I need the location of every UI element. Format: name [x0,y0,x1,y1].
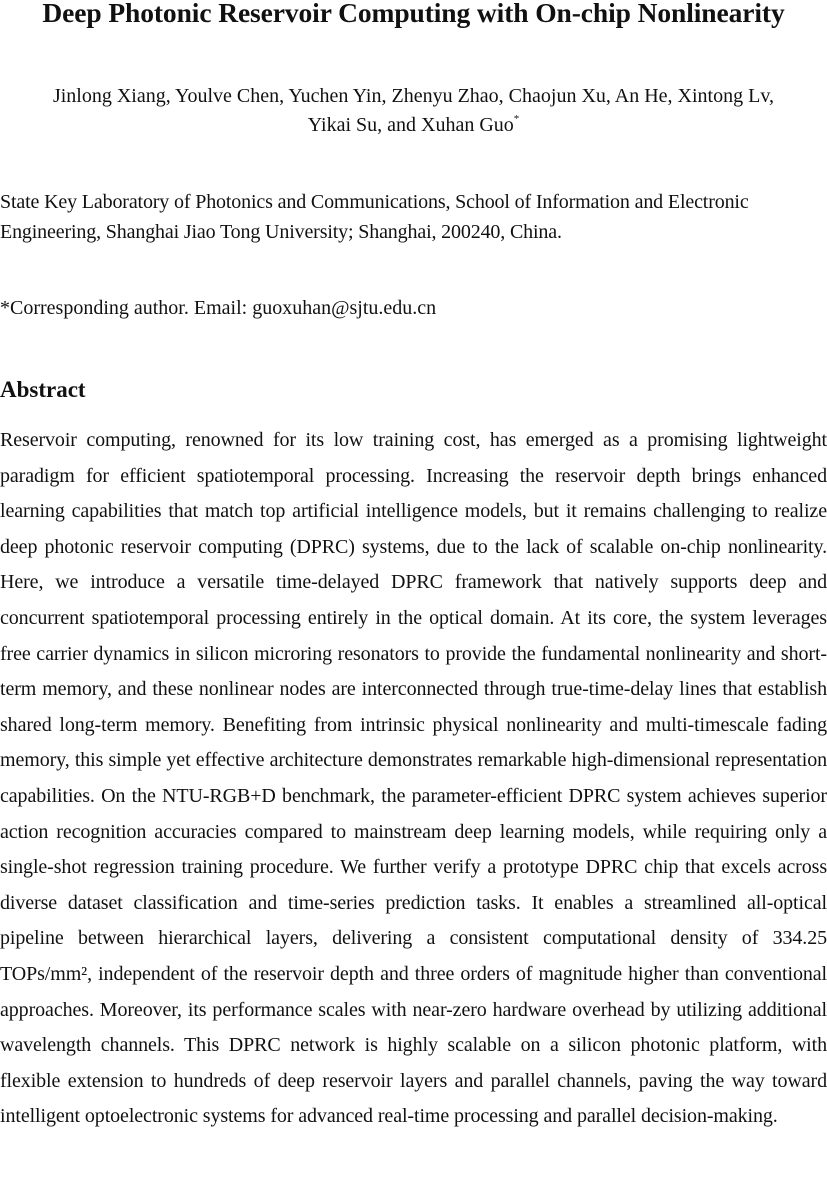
authors-line-2-text: Yikai Su, and Xuhan Guo [307,114,514,136]
author-list [0,82,827,140]
abstract-body: Reservoir computing, renowned for its low training cost, has emerged as a promising lightweight paradigm for efficient spatiotemporal processing. Increasing the reservoir depth brings enhanced learning capabilities that match top artificial intelligence models, but it remains challenging to realize deep photonic reservoir computing (DPRC) systems, due to the lack of scalable on-chip nonlinearity. Here, we introduce a versatile time-delayed DPRC framework that natively supports deep and concurrent spatiotemporal processing entirely in the optical domain. At its core, the system leverages free carrier dynamics in silicon microring resonators to provide the fundamental nonlinearity and short-term memory, and these nonlinear nodes are interconnected through true-time-delay lines that establish shared long-term memory. Benefiting from intrinsic physical nonlinearity and multi-timescale fading memory, this simple yet effective architecture demonstrates remarkable high-dimensional representation capabilities. On the NTU-RGB+D benchmark, the parameter-efficient DPRC system achieves superior action recognition accuracies compared to mainstream deep learning models, while requiring only a single-shot regression training procedure. We further verify a prototype DPRC chip that excels across diverse dataset classification and time-series prediction tasks. It enables a streamlined all-optical pipeline between hierarchical layers, delivering a consistent computational density of 334.25 TOPs/mm², independent of the reservoir depth and three orders of magnitude higher than conventional approaches. Moreover, its performance scales with near-zero hardware overhead by utilizing additional wavelength channels. This DPRC network is highly scalable on a silicon photonic platform, with flexible extension to hundreds of deep reservoir layers and parallel channels, paving the way toward intelligent optoelectronic systems for advanced real-time processing and parallel decision-making. [0,429,827,1128]
paper-title: Deep Photonic Reservoir Computing with On-chip Nonlinearity [42,0,785,28]
corresponding-mark: * [513,113,520,125]
corresponding-author [0,294,827,322]
affiliation: State Key Laboratory of Photonics and Communications, School of Information and Electronic Engineering, Shanghai Jiao Tong University; Shanghai, 200240, China. [0,191,749,243]
abstract-heading: Abstract [0,377,86,402]
authors-line-1: Jinlong Xiang, Youlve Chen, Yuchen Yin, Zhenyu Zhao, Chaojun Xu, An He, Xintong Lv, [52,85,775,107]
corresponding-author-text: *Corresponding author. Email: guoxuhan@sjtu.edu.cn [0,297,437,319]
authors-line-2 [0,111,827,140]
